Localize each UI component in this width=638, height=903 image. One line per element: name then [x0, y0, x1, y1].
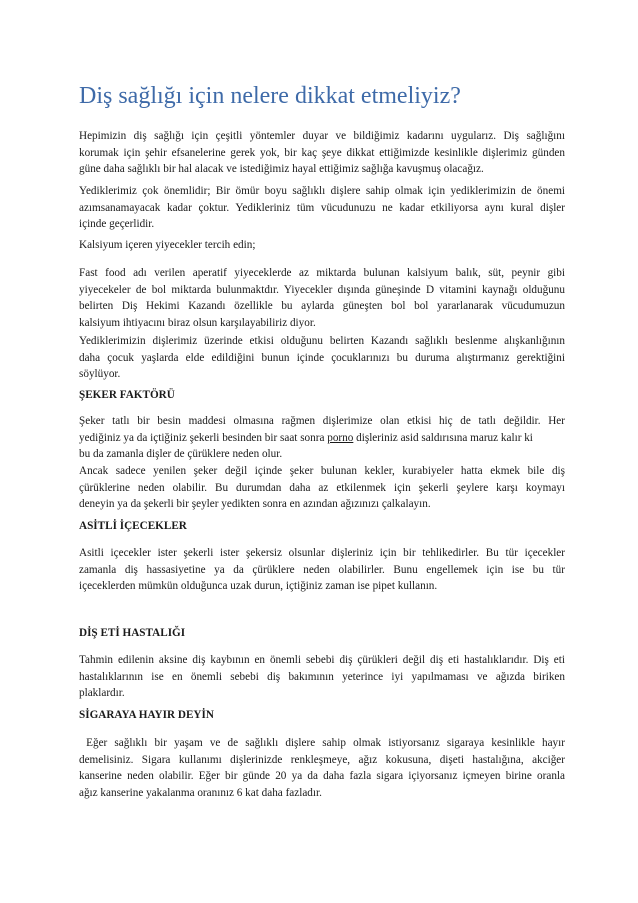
text-line: Asitli içecekler ister şekerli ister şekersiz olsunlar dişleriniz için bir tehlikedirler. Bu tür içecekler — [79, 547, 565, 559]
text-line: ağız kanserine yakalanma oranınız 6 kat daha fazladır. — [79, 786, 322, 799]
text-line: Fast food adı verilen aperatif yiyeceklerde az miktarda bulunan kalsiyum balık, süt, peynir gibi — [79, 267, 565, 279]
section-heading-sugar: ŞEKER FAKTÖRÜ — [79, 389, 175, 401]
text-line: kalsiyum ihtiyacını biraz olsun karşılayabiliriz diyor. — [79, 316, 316, 329]
text-line: hastalıklarının ise en önemli sebebi diş bakımının yeterince iyi yapılmaması ve ağızda biriken — [79, 670, 565, 683]
paragraph-acidic-drinks — [79, 545, 565, 595]
text-line: Hepimizin diş sağlığı için çeşitli yöntemler duyar ve bildiğimiz kadarını uygularız. Diş sağlığını — [79, 130, 565, 142]
text-line: Ancak sadece yenilen şeker değil içinde şeker bulunan kekler, kurabiyeler hatta ekmek bile diş — [79, 465, 565, 477]
text-line — [79, 430, 565, 447]
paragraph-sugar-foods — [79, 463, 565, 513]
text-line: güne daha sağlıklı bir hal alacak ve istediğimiz hayal ettiğimiz sağlığa kavuşmuş olacağız. — [79, 163, 484, 175]
inline-link[interactable]: porno — [327, 431, 354, 444]
text-line: Yediklerimiz çok önemlidir; Bir ömür boyu sağlıklı dişlere sahip olmak için yediklerimizin de önemi — [79, 185, 565, 197]
text-segment: dişleriniz asid saldırısına maruz kalır ki — [353, 431, 533, 444]
text-line: Kalsiyum içeren yiyecekler tercih edin; — [79, 239, 256, 251]
paragraph-smoking — [79, 735, 565, 801]
page-title: Diş sağlığı için nelere dikkat etmeliyiz? — [79, 83, 461, 109]
text-line: içinde geçerlidir. — [79, 218, 155, 230]
section-heading-gum-disease: DİŞ ETİ HASTALIĞI — [79, 627, 186, 639]
text-line: kanserine neden olabilir. Eğer bir günde 20 ya da daha fazla sigara içiyorsanız içmeyen birine oranla — [79, 770, 565, 782]
section-heading-acidic-drinks: ASİTLİ İÇECEKLER — [79, 520, 187, 532]
text-line: deneyin ya da şekerli bir şeyler yedikten sonra en azından ağızınızı çalkalayın. — [79, 498, 431, 510]
text-segment: yediğiniz ya da içtiğiniz şekerli besinden bir saat sonra — [79, 431, 328, 444]
text-line: içeceklerden mümkün olduğunca uzak durun, içtiğiniz zaman ise pipet kullanın. — [79, 580, 438, 592]
text-line: Eğer sağlıklı bir yaşam ve de sağlıklı dişlere sahip olmak istiyorsanız sigaraya kesinlikle hayır — [79, 737, 565, 749]
text-line: bu da zamanla dişler de çürüklere neden olur. — [79, 448, 283, 460]
paragraph-intro — [79, 128, 565, 178]
text-line: korumak için şehir efsanelerine gerek yok, bir kaç şeye dikkat ettiğimizde kesinlikle dişlerimiz günden — [79, 146, 565, 159]
text-line: belirten Diş Hekimi Kazandı özellikle bu aylarda güneşten bol bol yararlanarak vücudumuzun — [79, 300, 565, 312]
paragraph-sugar — [79, 413, 565, 463]
text-line: demelisiniz. Sigara kullanımı dişlerinizde renkleşmeye, ağız kokusuna, dişeti hastalığına, akciğer — [79, 753, 565, 766]
text-line: daha çocuk yaşlarda elde edildiğini bunun içinde çocuklarınızı bu duruma alıştırmanız gerektiğini — [79, 351, 565, 364]
text-line: plaklardır. — [79, 687, 125, 699]
text-line: Şeker tatlı bir besin maddesi olmasına rağmen dişlerimize olan etkisi hiç de tatlı değildir. Her — [79, 415, 565, 427]
text-line: azımsanamayacak kadar çoktur. Yedikleriniz tüm vücudunuzu ne kadar etkiliyorsa aynı kural dişler — [79, 201, 565, 214]
paragraph-gum-disease — [79, 652, 565, 702]
section-heading-smoking: SİGARAYA HAYIR DEYİN — [79, 709, 214, 721]
text-line: Yediklerimizin dişlerimiz üzerinde etkisi olduğunu belirten Kazandı sağlıklı beslenme alışkanlığının — [79, 335, 565, 347]
text-line: çürüklerine neden olabilir. Bu durumdan daha az etkilenmek için şekerli şeylere karşı koymayı — [79, 481, 565, 494]
text-line: zamanla diş hassasiyetine ya da çürüklere neden olabilirler. Bunu engellemek için ise bu tür — [79, 563, 565, 576]
paragraph-calcium-tip — [79, 237, 565, 254]
text-line: Tahmin edilenin aksine diş kaybının en önemli sebebi diş çürükleri değil diş eti hastalıklarıdır. Diş eti — [79, 654, 565, 666]
text-line: söylüyor. — [79, 368, 121, 380]
paragraph-diet — [79, 183, 565, 233]
paragraph-calcium — [79, 265, 565, 331]
paragraph-habits — [79, 333, 565, 383]
text-line: yiyecekeler de bol miktarda bulunmaktdır. Yiyecekler dışında güneşinde D vitamini kaynağı olduğunu — [79, 283, 565, 296]
